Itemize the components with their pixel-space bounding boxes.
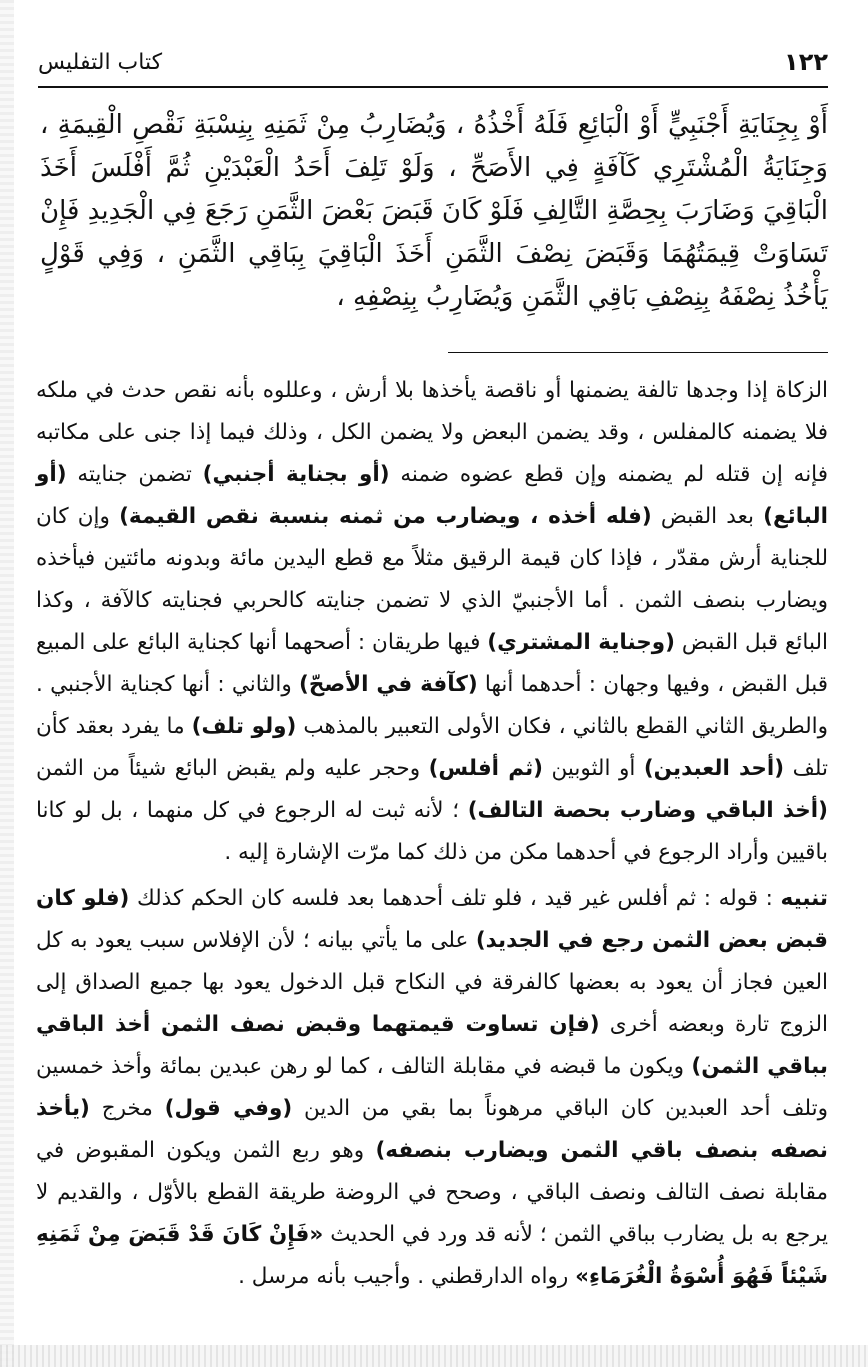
commentary-run: على ما يأتي بيانه ؛ لأن الإفلاس سبب يعود به كل العين فجاز أن يعود به بعضها كالفرقة في النكاح قبل الدخول يعود بها جميع الصداق إلى الزوج تارة وبعضه أخرى	[36, 928, 828, 1037]
commentary-run: وهو ربع الثمن ويكون المقبوض في مقابلة نصف التالف ونصف الباقي ، وصحح في الروضة طريقة القطع بالأوّل ، والقديم لا يرجع به بل يضارب بباقي الثمن ؛ لأنه قد ورد في الحديث	[36, 1138, 828, 1247]
commentary-run: الزكاة إذا وجدها تالفة يضمنها أو ناقصة يأخذها بلا أرش ، وعللوه بأنه نقص حدث في ملكه فلا يضمنه كالمفلس ، وقد يضمن البعض ولا يضمن الكل ، وذلك فيما إذا جنى على مكاتبه فإنه إن قتله لم يضمنه وإن قطع عضوه ضمنه	[36, 378, 829, 487]
commentary-run: ؛ لأنه ثبت له الرجوع في كل منهما ، بل لو كانا باقيين وأراد الرجوع في أحدهما مكن من ذلك كما مرّت الإشارة إليه .	[36, 798, 828, 865]
quoted-matn-run: (ولو تلف)	[191, 714, 297, 739]
quoted-matn-run: (فإن تساوت قيمتهما وقبض نصف الثمن أخذ الباقي بباقي الثمن)	[36, 1012, 828, 1079]
quoted-matn-run: «فَإِنْ كَانَ قَدْ قَبَضَ مِنْ ثَمَنِهِ شَيْئاً فَهُوَ أُسْوَةُ الْغُرَمَاءِ»	[36, 1222, 828, 1289]
page-header	[38, 46, 828, 88]
commentary-paragraph-1	[36, 370, 828, 874]
commentary-run: بعد القبض	[651, 504, 764, 529]
commentary-run: تضمن جنايته	[66, 462, 203, 487]
commentary-run: والثاني : أنها كجناية الأجنبي . والطريق الثاني القطع بالثاني ، فكان الأولى التعبير بالمذهب	[36, 672, 828, 739]
scan-edge	[0, 0, 14, 1367]
running-title: كتاب التفليس	[38, 50, 163, 75]
quoted-matn-run: (أخذ الباقي وضارب بحصة التالف)	[467, 798, 828, 823]
quoted-matn-run: تنبيه	[780, 886, 828, 911]
quoted-matn-run: (ثم أفلس)	[428, 756, 543, 781]
commentary-run: أو الثوبين	[542, 756, 644, 781]
commentary-run: وحجر عليه ولم يقبض البائع شيئاً من الثمن	[36, 756, 429, 781]
commentary-run: ما يفرد بعقد كأن تلف	[36, 714, 828, 781]
quoted-matn-run: (وفي قول)	[164, 1096, 293, 1121]
separator-rule	[448, 352, 828, 353]
page-number: ١٢٢	[784, 48, 828, 76]
quoted-matn-run: (أحد العبدين)	[643, 756, 785, 781]
quoted-matn-run: (أو البائع)	[36, 462, 829, 529]
commentary-run: رواه الدارقطني . وأجيب بأنه مرسل .	[238, 1264, 576, 1289]
quoted-matn-run: (أو بجناية أجنبي)	[202, 462, 390, 487]
commentary-run: وإن كان للجناية أرش مقدّر ، فإذا كان قيمة الرقيق مثلاً مع قطع اليدين مائة وبدونه مائتين فيأخذه ويضارب بنصف الثمن . أما الأجنبيّ الذي لا تضمن جنايته كالحربي فجنايته كالآفة ، وكذا البائع قبل القبض	[36, 504, 828, 655]
commentary-paragraph-2	[36, 878, 828, 1298]
quoted-matn-run: (يأخذ نصفه بنصف باقي الثمن ويضارب بنصفه)	[36, 1096, 829, 1163]
quoted-matn-run: (وجناية المشتري)	[487, 630, 675, 655]
commentary-run: : قوله : ثم أفلس غير قيد ، فلو تلف أحدهما بعد فلسه كان الحكم كذلك	[129, 886, 781, 911]
commentary-run: فيها طريقان : أصحهما أنها كجناية البائع على المبيع قبل القبض ، وفيها وجهان : أحدهما أنها	[36, 630, 829, 697]
quoted-matn-run: (كآفة في الأصحّ)	[299, 672, 478, 697]
commentary-run: ويكون ما قبضه في مقابلة التالف ، كما لو رهن عبدين بمائة وأخذ خمسين وتلف أحد العبدين كان الباقي مرهوناً بما بقي من الدين	[36, 1054, 828, 1121]
quoted-matn-run: (فله أخذه ، ويضارب من ثمنه بنسبة نقص القيمة)	[119, 504, 652, 529]
main-text: أَوْ بِجِنَايَةِ أَجْنَبِيٍّ أَوْ الْبَائِعِ فَلَهُ أَخْذُهُ ، وَيُضَارِبُ مِنْ ثَمَنِهِ بِنِسْبَةِ نَقْصِ الْقِيمَةِ ، وَجِنَايَةُ الْمُشْتَرِي كَآفَةٍ فِي الأَصَحِّ ، وَلَوْ تَلِفَ أَحَدُ الْعَبْدَيْنِ ثُمَّ أَفْلَسَ أَخَذَ الْبَاقِيَ وَضَارَبَ بِحِصَّةِ التَّالِفِ فَلَوْ كَانَ قَبَضَ بَعْضَ الثَّمَنِ رَجَعَ فِي الْجَدِيدِ فَإِنْ تَسَاوَتْ قِيمَتُهُمَا وَقَبَضَ نِصْفَ الثَّمَنِ أَخَذَ الْبَاقِيَ بِبَاقِي الثَّمَنِ ، وَفِي قَوْلٍ يَأْخُذُ نِصْفَهُ بِنِصْفِ بَاقِي الثَّمَنِ وَيُضَارِبُ بِنِصْفِهِ ،	[40, 110, 828, 312]
commentary-run: مخرج	[89, 1096, 165, 1121]
commentary	[36, 370, 828, 1298]
quoted-matn-run: (فلو كان قبض بعض الثمن رجع في الجديد)	[36, 886, 828, 953]
scan-edge-bottom	[0, 1345, 868, 1367]
